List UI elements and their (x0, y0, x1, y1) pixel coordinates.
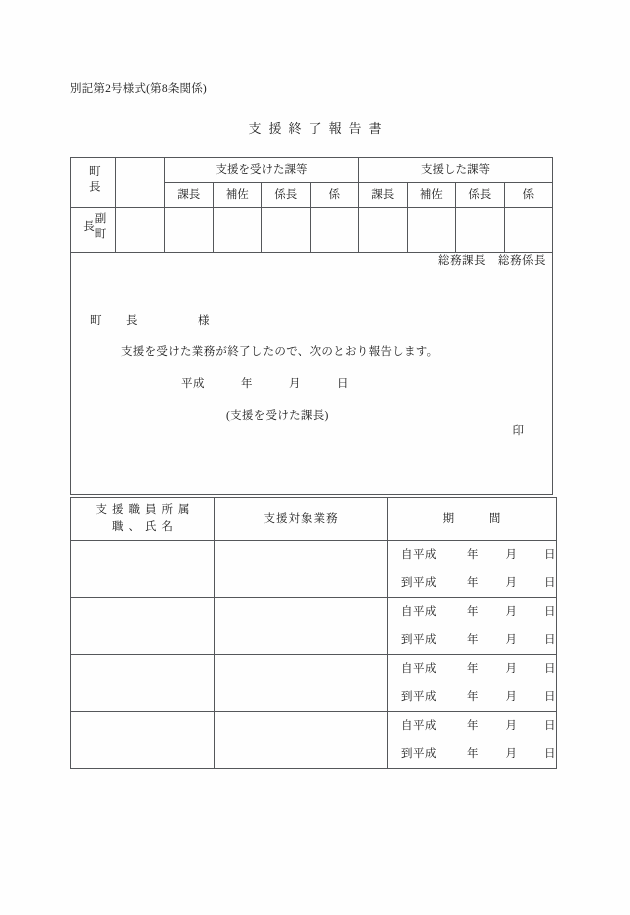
period-to-row[interactable] (388, 740, 556, 768)
approval-post-provided-0: 課長 (359, 183, 408, 208)
approval-post-received-1: 補佐 (213, 183, 262, 208)
period-to-row[interactable] (388, 626, 556, 654)
approval-mayor-seal-cell[interactable] (116, 158, 165, 208)
approval-mayor-label: 町長 (87, 164, 100, 196)
detail-header-staff-line1: 支援職員所属 (95, 504, 195, 517)
period-to-row[interactable] (388, 569, 556, 597)
detail-period-cell[interactable] (388, 541, 557, 598)
period-from-row[interactable] (388, 541, 556, 569)
period-from-label: 自平成 (401, 548, 437, 561)
page-title: 支援終了報告書 (248, 121, 389, 136)
detail-staff-cell[interactable] (71, 541, 215, 598)
detail-header-period-part1: 期 (442, 512, 456, 525)
approval-post-provided-3: 係 (504, 183, 553, 208)
detail-task-cell[interactable] (215, 541, 388, 598)
period-from-label: 自平成 (401, 719, 437, 732)
detail-period-cell[interactable] (388, 655, 557, 712)
department-signature-line: 総務課長 総務係長 (438, 255, 546, 267)
period-from-year-unit: 年 (467, 662, 480, 675)
period-to-label: 到平成 (401, 576, 437, 589)
period-from-day-unit: 日 (543, 662, 556, 675)
detail-task-cell[interactable] (215, 655, 388, 712)
statement-sentence: 支援を受けた業務が終了したので、次のとおり報告します。 (121, 346, 439, 358)
approval-deputy-label: 副町長 (82, 212, 106, 244)
approval-seal-received-3[interactable] (310, 208, 359, 253)
addressee-line: 町 長 様 (90, 315, 210, 327)
signer-note: (支援を受けた課長) (226, 410, 329, 422)
approval-seal-provided-2[interactable] (456, 208, 505, 253)
period-from-month-unit: 月 (505, 719, 518, 732)
approval-group-header-row (71, 158, 553, 183)
period-to-month-unit: 月 (505, 690, 518, 703)
period-to-year-unit: 年 (467, 576, 480, 589)
detail-header-row (71, 498, 557, 541)
approval-post-provided-2: 係長 (456, 183, 505, 208)
period-to-month-unit: 月 (505, 633, 518, 646)
detail-task-cell[interactable] (215, 712, 388, 769)
period-to-year-unit: 年 (467, 633, 480, 646)
period-to-day-unit: 日 (543, 690, 556, 703)
approval-mayor-label-cell (71, 158, 116, 208)
detail-header-period-part2: 間 (488, 512, 502, 525)
statement-box (70, 248, 553, 495)
detail-staff-cell[interactable] (71, 598, 215, 655)
approval-seal-provided-0[interactable] (359, 208, 408, 253)
period-group (388, 655, 556, 711)
period-to-year-unit: 年 (467, 690, 480, 703)
table-row (71, 712, 557, 769)
period-to-day-unit: 日 (543, 576, 556, 589)
period-from-year-unit: 年 (467, 548, 480, 561)
approval-seal-provided-1[interactable] (407, 208, 456, 253)
period-to-day-unit: 日 (543, 747, 556, 760)
period-from-year-unit: 年 (467, 605, 480, 618)
period-from-row[interactable] (388, 598, 556, 626)
period-from-day-unit: 日 (543, 719, 556, 732)
detail-table (70, 497, 557, 769)
table-row (71, 598, 557, 655)
period-from-month-unit: 月 (505, 605, 518, 618)
period-group (388, 541, 556, 597)
approval-seal-received-2[interactable] (262, 208, 311, 253)
seal-mark[interactable]: 印 (512, 425, 524, 437)
form-number: 別記第2号様式(第8条関係) (70, 83, 207, 95)
approval-post-received-0: 課長 (165, 183, 214, 208)
approval-post-received-2: 係長 (262, 183, 311, 208)
period-from-row[interactable] (388, 655, 556, 683)
table-row (71, 655, 557, 712)
approval-group-provided: 支援した課等 (359, 158, 553, 183)
approval-post-received-3: 係 (310, 183, 359, 208)
period-to-day-unit: 日 (543, 633, 556, 646)
detail-header-task: 支援対象業務 (215, 498, 388, 541)
period-to-row[interactable] (388, 683, 556, 711)
period-to-year-unit: 年 (467, 747, 480, 760)
detail-period-cell[interactable] (388, 712, 557, 769)
approval-seal-received-0[interactable] (165, 208, 214, 253)
approval-deputy-row (71, 208, 553, 253)
period-to-label: 到平成 (401, 690, 437, 703)
detail-task-cell[interactable] (215, 598, 388, 655)
period-from-row[interactable] (388, 712, 556, 740)
detail-header-period (388, 498, 557, 541)
statement-date-line[interactable]: 平成 年 月 日 (181, 378, 349, 390)
detail-staff-cell[interactable] (71, 712, 215, 769)
approval-seal-received-1[interactable] (213, 208, 262, 253)
period-from-label: 自平成 (401, 662, 437, 675)
period-from-day-unit: 日 (543, 605, 556, 618)
detail-header-staff (71, 498, 215, 541)
period-from-label: 自平成 (401, 605, 437, 618)
period-group (388, 598, 556, 654)
detail-header-staff-line2: 職、氏名 (112, 521, 178, 533)
approval-group-received: 支援を受けた課等 (165, 158, 359, 183)
period-to-label: 到平成 (401, 633, 437, 646)
approval-deputy-seal-cell[interactable] (116, 208, 165, 253)
approval-deputy-label-cell (71, 208, 116, 253)
approval-seal-provided-3[interactable] (504, 208, 553, 253)
detail-staff-cell[interactable] (71, 655, 215, 712)
table-row (71, 541, 557, 598)
period-from-year-unit: 年 (467, 719, 480, 732)
period-from-day-unit: 日 (543, 548, 556, 561)
period-from-month-unit: 月 (505, 548, 518, 561)
period-to-month-unit: 月 (505, 576, 518, 589)
period-group (388, 712, 556, 768)
period-to-month-unit: 月 (505, 747, 518, 760)
period-from-month-unit: 月 (505, 662, 518, 675)
detail-period-cell[interactable] (388, 598, 557, 655)
approval-table (70, 157, 553, 253)
approval-post-provided-1: 補佐 (407, 183, 456, 208)
period-to-label: 到平成 (401, 747, 437, 760)
